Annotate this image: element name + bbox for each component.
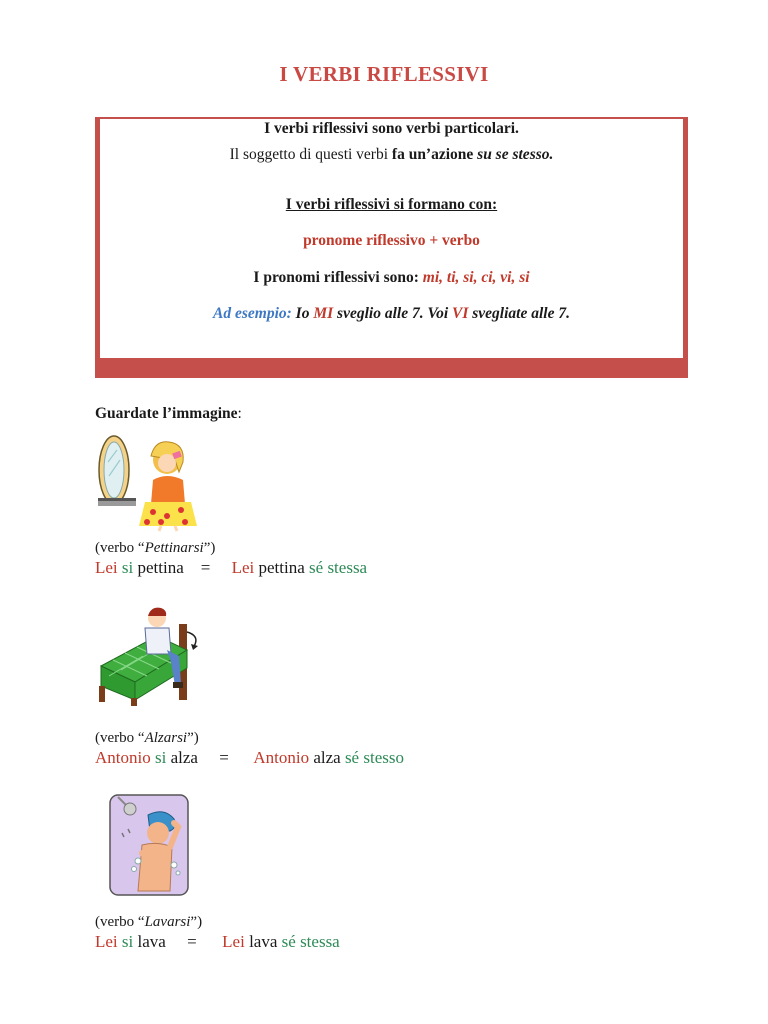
reflexive-pronoun: si [121,558,134,577]
example-line [100,305,683,323]
example-text: sveglio alle 7. Voi [333,305,452,322]
verb-caption [95,914,202,931]
caption-verb: Pettinarsi [144,540,204,556]
caption-text: (verbo “ [95,914,145,930]
girl-combing-illustration [95,432,205,532]
subject-word: Lei [95,932,122,951]
subject-line-italic: su se stesso. [477,146,554,163]
definition-box [95,117,688,378]
example-pronoun: VI [452,305,469,322]
equals-sign: = [197,748,254,767]
subject-line [100,146,683,164]
self-word: sé stesso [344,748,404,767]
caption-text: ”) [187,730,199,746]
formation-heading: I verbi riflessivi si formano con: [285,196,498,213]
pronouns-list: mi, ti, si, ci, vi, si [422,269,530,286]
subject-line-bold: fa un’azione [391,146,478,163]
verb-caption [95,730,199,747]
caption-text: (verbo “ [95,540,145,556]
example-sentence [95,558,367,578]
verb-word: lava [244,932,282,951]
caption-text: ”) [190,914,203,930]
reflexive-pronoun: si [154,748,167,767]
definition-line: I verbi riflessivi sono verbi particolari. [264,120,519,137]
verb-word: pettina [254,558,310,577]
subject-word: Lei [222,932,245,951]
self-word: sé stessa [309,558,368,577]
subject-word: Lei [231,558,255,577]
subject-word: Antonio [253,748,310,767]
equals-sign: = [183,558,232,577]
pronouns-line [100,269,683,287]
caption-text: (verbo “ [95,730,145,746]
verb-word: lava [133,932,166,951]
verb-caption [95,540,215,557]
reflexive-pronoun: si [121,932,134,951]
look-instruction-colon: : [237,405,242,422]
look-instruction-bold: Guardate l’immagine [95,405,238,422]
verb-word: alza [309,748,345,767]
subject-word: Antonio [95,748,155,767]
person-showering-illustration [108,793,190,897]
formula-line: pronome riflessivo + verbo [303,232,480,249]
boy-getting-up-illustration [95,606,210,706]
example-sentence [95,748,404,768]
example-sentence [95,932,340,952]
definition-box-content [100,119,683,358]
example-label: Ad esempio: [213,305,292,322]
verb-word: pettina [133,558,184,577]
equals-sign: = [165,932,223,951]
example-pronoun: MI [313,305,334,322]
look-instruction [95,405,242,423]
subject-word: Lei [95,558,122,577]
pronouns-label: I pronomi riflessivi sono: [253,269,423,286]
example-text: svegliate alle 7. [468,305,570,322]
caption-verb: Lavarsi [144,914,191,930]
caption-text: ”) [203,540,216,556]
subject-line-text: Il soggetto di questi verbi [229,146,392,163]
page-title: I VERBI RIFLESSIVI [279,62,489,86]
example-text: Io [291,305,314,322]
self-word: sé stessa [281,932,340,951]
verb-word: alza [166,748,198,767]
caption-verb: Alzarsi [144,730,188,746]
